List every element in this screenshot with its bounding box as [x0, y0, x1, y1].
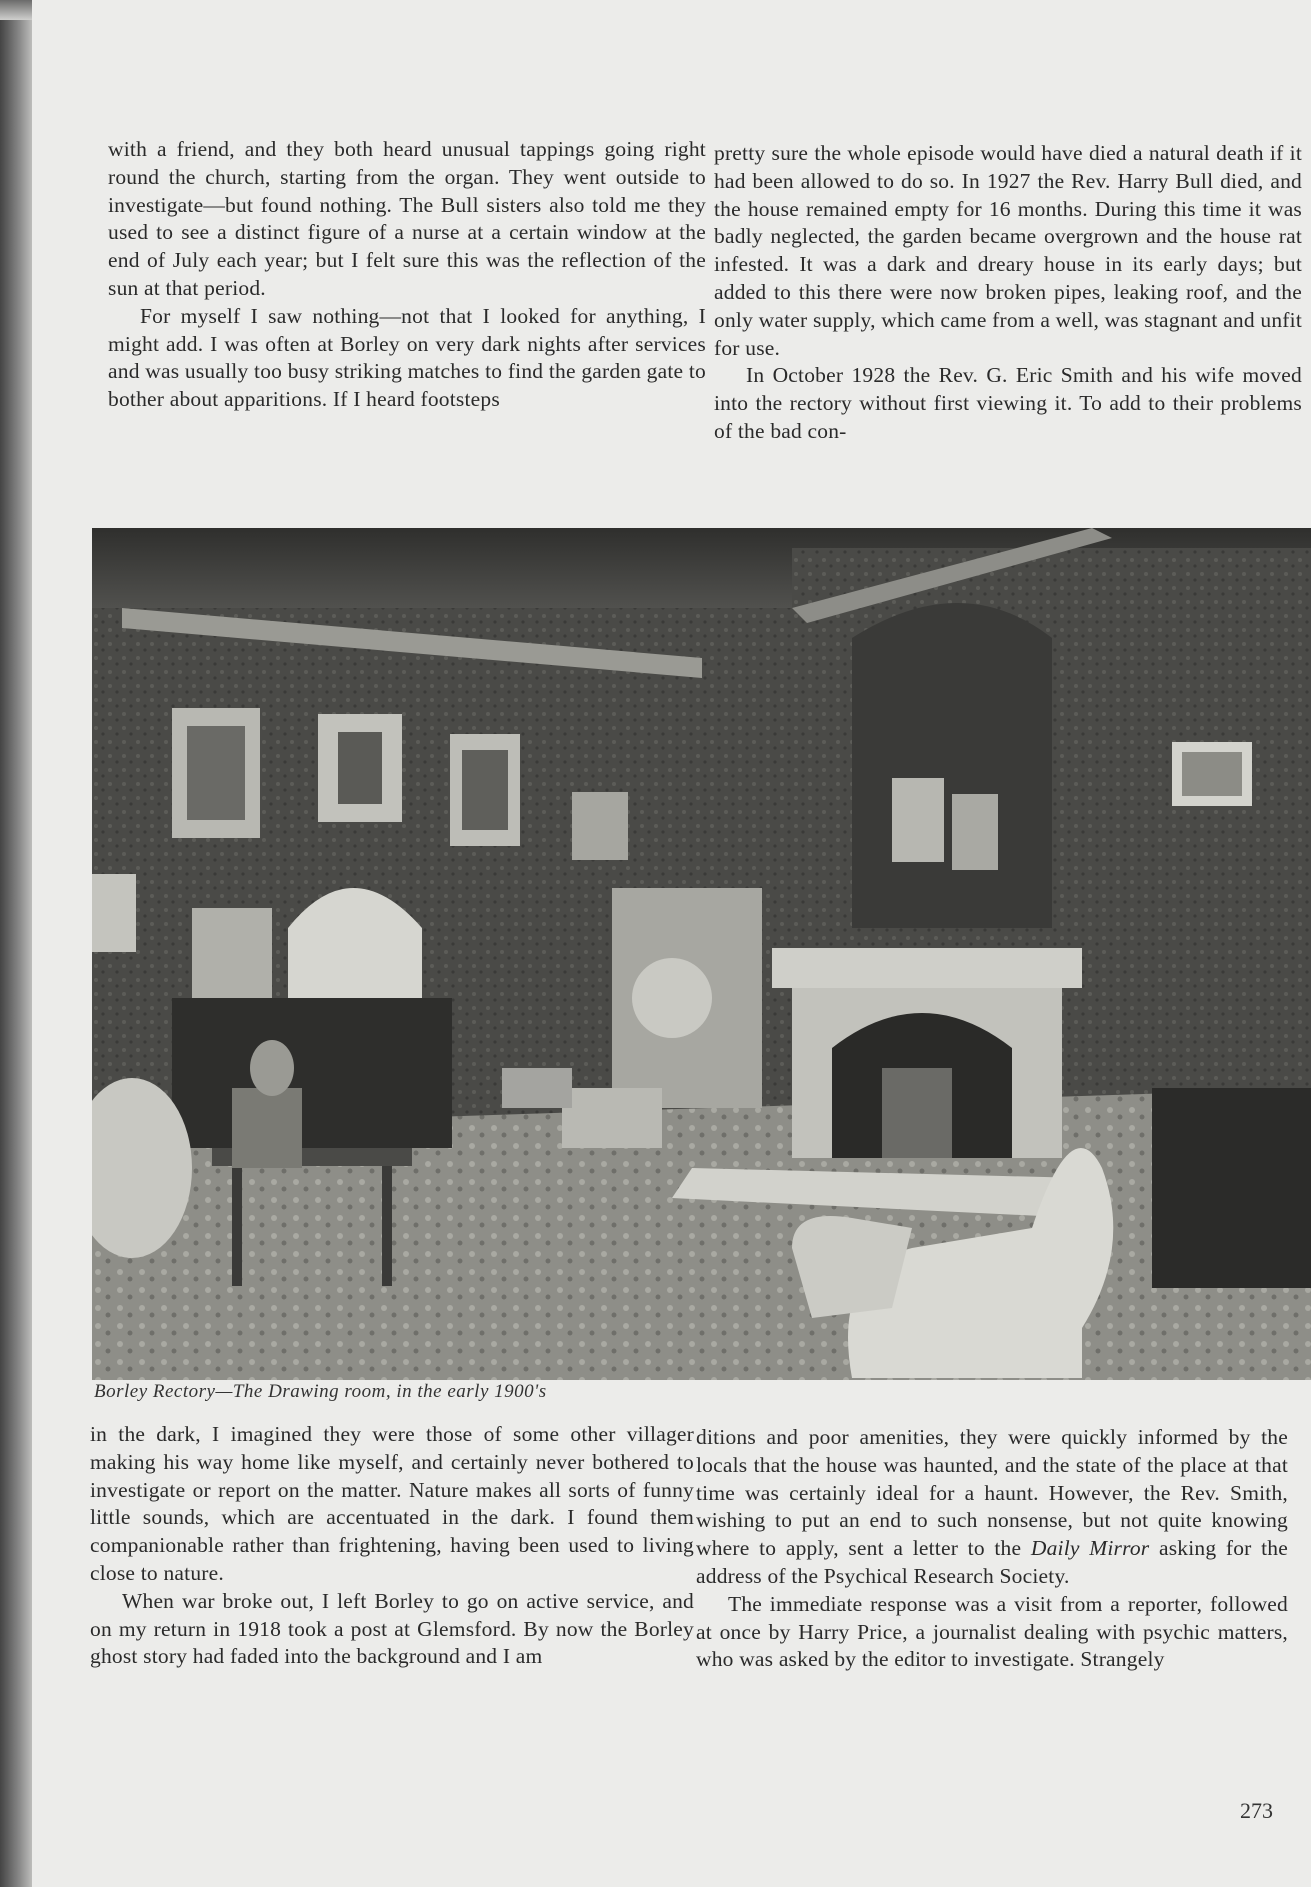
page-number: 273: [1240, 1798, 1273, 1823]
paragraph: In October 1928 the Rev. G. Eric Smith and his wife moved into the rectory without first viewing it. To add to their problems of the bad con-: [714, 363, 1302, 443]
magazine-page: [32, 0, 1311, 1887]
drawing-room-photo: [92, 528, 1311, 1380]
paragraph: pretty sure the whole episode would have died a natural death if it had been allowed to do so. In 1927 the Rev. Harry Bull died, and the house remained empty for 16 months. During this time it was badly neglected, the garden became overgrown and the house rat infested. It was a dark and dreary house in its early days; but added to this there were now broken pipes, leaking roof, and the only water supply, which came from a well, was stagnant and unfit for use.: [714, 141, 1302, 360]
paragraph: with a friend, and they both heard unusual tappings going right round the church, starting from the organ. They went outside to investigate—but found nothing. The Bull sisters also told me they used to see a distinct figure of a nurse at a certain window at the end of July each year; but I felt sure this was the reflection of the sun at that period.: [108, 137, 706, 300]
photo-caption: Borley Rectory—The Drawing room, in the early 1900's: [94, 1381, 547, 1402]
newspaper-title: Daily Mirror: [1030, 1536, 1150, 1561]
paragraph: The immediate response was a visit from a reporter, followed at once by Harry Price, a journalist dealing with psychic matters, who was asked by the editor to investigate. Strangely: [696, 1591, 1288, 1672]
paragraph: [696, 1424, 1288, 1591]
photo-illustration: [92, 528, 1311, 1380]
column-top-left: [108, 136, 706, 414]
column-top-right: [714, 140, 1302, 446]
paragraph: For myself I saw nothing—not that I looked for anything, I might add. I was often at Borley on very dark nights after services and was usually too busy striking matches to find the garden gate to bother about apparitions. If I heard footsteps: [108, 303, 706, 412]
text-segment: ditions and poor amenities, they were quickly informed by the locals that the house was haunted, and the state of the place at that time was certainly ideal for a haunt. However, the Rev. Smith, wishing to put an end to such nonsense, but not quite knowing where to apply, sent a letter to the: [696, 1425, 1288, 1561]
paragraph: in the dark, I imagined they were those of some other villager making his way home like myself, and certainly never bothered to investigate or report on the matter. Nature makes all sorts of funny little sounds, which are accentuated in the dark. I found them companionable rather than frightening, having been used to living close to nature.: [90, 1422, 694, 1585]
page-edge-shadow: [0, 0, 32, 1887]
text-segment: asking for the address of the Psychical Research Society.: [696, 1536, 1288, 1588]
column-bottom-right: [696, 1424, 1288, 1674]
paragraph: When war broke out, I left Borley to go on active service, and on my return in 1918 took a post at Glemsford. By now the Borley ghost story had faded into the background and I am: [90, 1588, 694, 1669]
column-bottom-left: [90, 1421, 694, 1671]
